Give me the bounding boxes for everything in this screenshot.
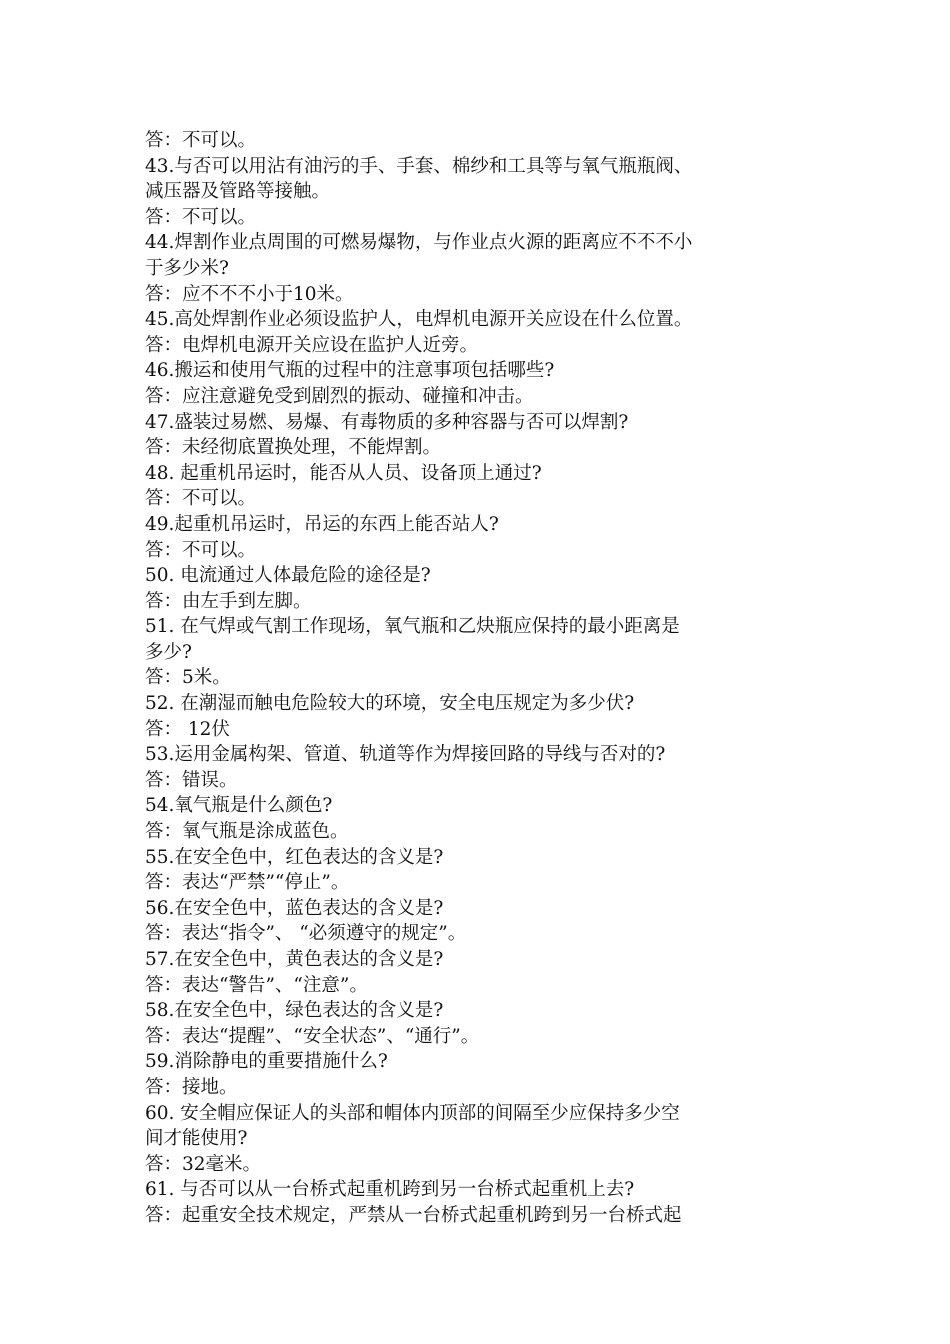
text-line: 答：电焊机电源开关应设在监护人近旁。 — [145, 334, 479, 356]
document-page — [145, 128, 815, 1229]
text-line: 答：错误。 — [145, 769, 238, 791]
text-line: 53.运用金属构架、管道、轨道等作为焊接回路的导线与否对的? — [145, 744, 666, 766]
text-line: 答：氧气瓶是涂成蓝色。 — [145, 821, 349, 843]
text-line: 50. 电流通过人体最危险的途径是? — [145, 565, 431, 587]
text-line: 56.在安全色中，蓝色表达的含义是? — [145, 897, 444, 919]
text-line: 61. 与否可以从一台桥式起重机跨到另一台桥式起重机上去? — [145, 1179, 635, 1201]
text-line: 减压器及管路等接触。 — [145, 181, 331, 203]
text-line: 答：应不不不小于10米。 — [145, 283, 354, 305]
text-line: 答：应注意避免受到剧烈的振动、碰撞和冲击。 — [145, 385, 534, 407]
text-line: 答：表达“严禁”“停止”。 — [145, 872, 350, 894]
text-line: 答：起重安全技术规定，严禁从一台桥式起重机跨到另一台桥式起 — [145, 1204, 682, 1226]
text-line: 答：5米。 — [145, 667, 231, 689]
text-line: 答：表达“提醒”、“安全状态”、“通行”。 — [145, 1025, 480, 1047]
text-line: 54.氧气瓶是什么颜色? — [145, 795, 333, 817]
text-line: 46.搬运和使用气瓶的过程中的注意事项包括哪些? — [145, 360, 555, 382]
text-line: 47.盛装过易燃、易爆、有毒物质的多种容器与否可以焊割? — [145, 411, 629, 433]
text-line: 答： 12伏 — [145, 718, 230, 740]
text-line: 57.在安全色中，黄色表达的含义是? — [145, 949, 444, 970]
text-line: 答：32毫米。 — [145, 1153, 262, 1175]
text-line: 51. 在气焊或气割工作现场，氧气瓶和乙炔瓶应保持的最小距离是 — [145, 616, 680, 638]
text-line: 间才能使用? — [145, 1128, 248, 1150]
text-line: 答：表达“指令”、 “必须遵守的规定”。 — [145, 923, 467, 945]
text-line: 多少? — [145, 641, 192, 663]
text-line: 44.焊割作业点周围的可燃易爆物，与作业点火源的距离应不不不小 — [145, 232, 693, 254]
text-line: 58.在安全色中，绿色表达的含义是? — [145, 1000, 444, 1022]
text-line: 59.消除静电的重要措施什么? — [145, 1051, 388, 1073]
text-line: 52. 在潮湿而触电危险较大的环境，安全电压规定为多少伏? — [145, 693, 635, 715]
text-line: 答：表达“警告”、“注意”。 — [145, 974, 368, 996]
text-line: 60. 安全帽应保证人的头部和帽体内顶部的间隔至少应保持多少空 — [145, 1102, 680, 1124]
text-line: 答：不可以。 — [145, 206, 257, 228]
text-line: 45.高处焊割作业必须设监护人，电焊机电源开关应设在什么位置。 — [145, 309, 693, 331]
text-line: 答：不可以。 — [145, 488, 257, 510]
text-line: 于多少米? — [145, 257, 229, 279]
text-line: 48. 起重机吊运时，能否从人员、设备顶上通过? — [145, 462, 542, 484]
text-line: 43.与否可以用沾有油污的手、手套、棉纱和工具等与氧气瓶瓶阀、 — [145, 155, 693, 177]
text-line: 答：接地。 — [145, 1076, 238, 1098]
text-line: 49.起重机吊运时，吊运的东西上能否站人? — [145, 513, 499, 535]
text-line: 答：不可以。 — [145, 539, 257, 561]
text-line: 答：不可以。 — [145, 130, 257, 151]
text-line: 答：未经彻底置换处理，不能焊割。 — [145, 437, 442, 459]
text-line: 55.在安全色中，红色表达的含义是? — [145, 846, 444, 868]
text-line: 答：由左手到左脚。 — [145, 590, 312, 612]
